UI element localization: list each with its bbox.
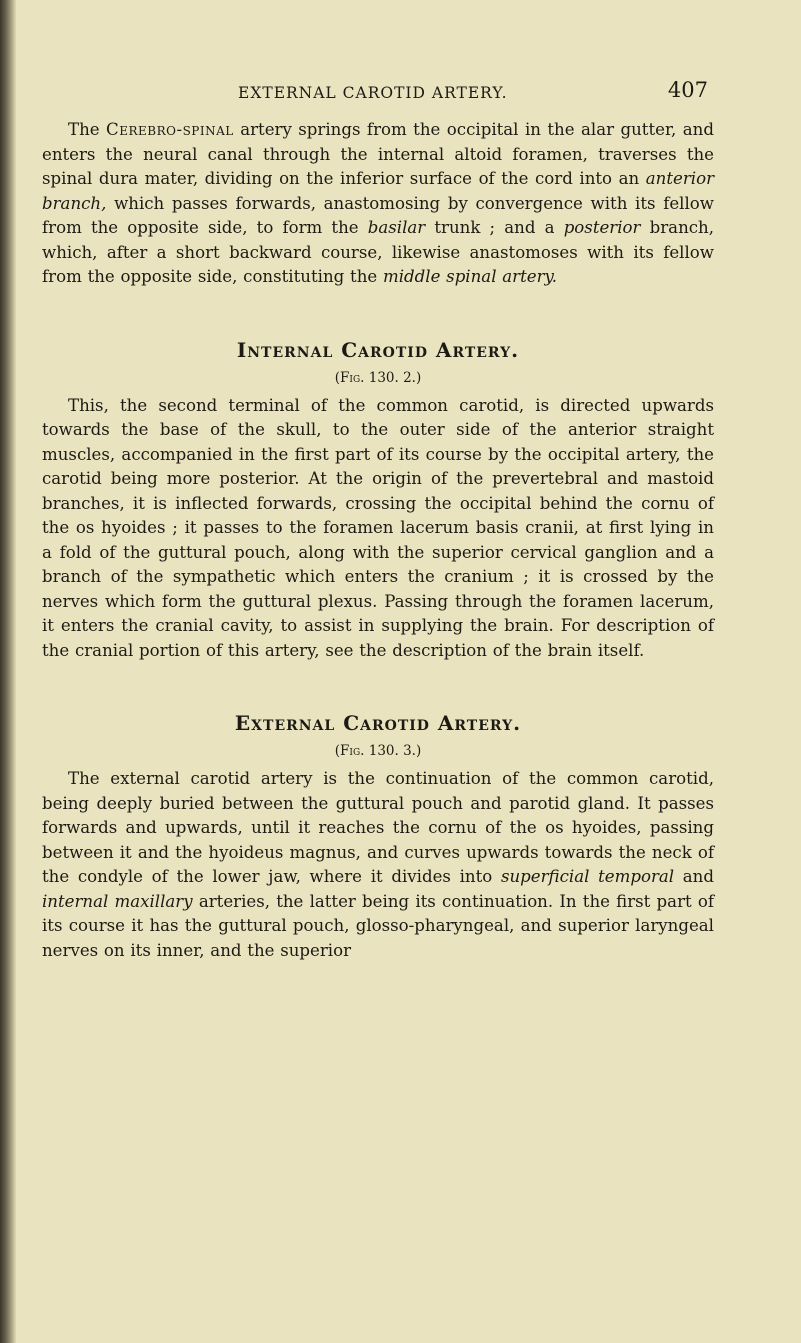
- posterior-term: posterior: [563, 218, 641, 237]
- internal-carotid-figure-reference: [42, 370, 714, 386]
- book-page: [42, 78, 714, 963]
- external-carotid-figure-reference: [42, 743, 714, 759]
- cerebro-spinal-text-1: artery springs from the occipital in the alar gutter, and enters the neural canal through the internal altoid foramen, traverses the spinal dura mater, dividing on the inferior surface of the cord into an: [42, 120, 714, 188]
- middle-spinal-artery-term: middle spinal artery.: [382, 267, 557, 286]
- cerebro-spinal-term: Cerebro-spinal: [106, 120, 234, 139]
- running-title: EXTERNAL CAROTID ARTERY.: [238, 84, 508, 102]
- external-carotid-text-3: arteries, the latter being its continuation. In the first part of its course it has the guttural pouch, glosso-pharyngeal, and superior laryngeal nerves on its inner, and the superior: [42, 891, 714, 960]
- internal-carotid-paragraph: This, the second terminal of the common carotid, is directed upwards towards the base of the skull, to the outer side of the anterior straight muscles, accompanied in the first part of its course by the occipital artery, the carotid being more posterior. At the origin of the prevertebral and mastoid branches, it is inflected forwards, crossing the occipital behind the cornu of the os hyoides ; it passes to the foramen lacerum basis cranii, at first lying in a fold of the guttural pouch, along with the superior cervical ganglion and a branch of the sympathetic which enters the cranium ; it is crossed by the nerves which form the guttural plexus. Passing through the foramen lacerum, it enters the cranial cavity, to assist in supplying the brain. For description of the cranial portion of this artery, see the description of the brain itself.: [42, 395, 714, 660]
- cerebro-spinal-lead: The: [68, 120, 100, 139]
- external-carotid-fig-prefix: (Fig.: [334, 743, 365, 759]
- running-header: [42, 78, 714, 110]
- internal-maxillary-term: internal maxillary: [42, 891, 193, 911]
- superficial-temporal-term: superficial temporal: [500, 867, 675, 886]
- internal-carotid-fig-prefix: (Fig.: [334, 369, 365, 386]
- external-carotid-heading: External Carotid Artery.: [234, 711, 522, 735]
- cerebro-spinal-text-2: which passes forwards, anastomosing by convergence with its fellow from the opposite side, to form the: [42, 193, 714, 237]
- page-number: 407: [667, 78, 708, 102]
- cerebro-spinal-text-3: trunk ; and a: [425, 218, 564, 237]
- external-carotid-paragraph: [42, 767, 714, 963]
- external-carotid-text-1: The external carotid artery is the continuation of the common carotid, being deeply buried between the guttural pouch and parotid gland. It passes forwards and upwards, until it reaches the cornu of the os hyoides, passing between it and the hyoideus magnus, and curves upwards towards the neck of the condyle of the lower jaw, where it divides into: [42, 769, 714, 886]
- internal-carotid-fig-number: 130. 2.): [364, 369, 422, 386]
- external-carotid-text-2: and: [674, 867, 714, 886]
- external-carotid-fig-number: 130. 3.): [364, 743, 422, 759]
- cerebro-spinal-paragraph: [42, 118, 714, 290]
- anterior-branch-term: anterior branch,: [42, 169, 714, 213]
- cerebro-spinal-text-4: branch, which, after a short backward course, likewise anastomoses with its fellow from the opposite side, constituting the: [42, 218, 715, 286]
- internal-carotid-heading: Internal Carotid Artery.: [236, 337, 520, 362]
- basilar-term: basilar: [367, 218, 426, 237]
- book-binding-edge: [0, 0, 16, 1343]
